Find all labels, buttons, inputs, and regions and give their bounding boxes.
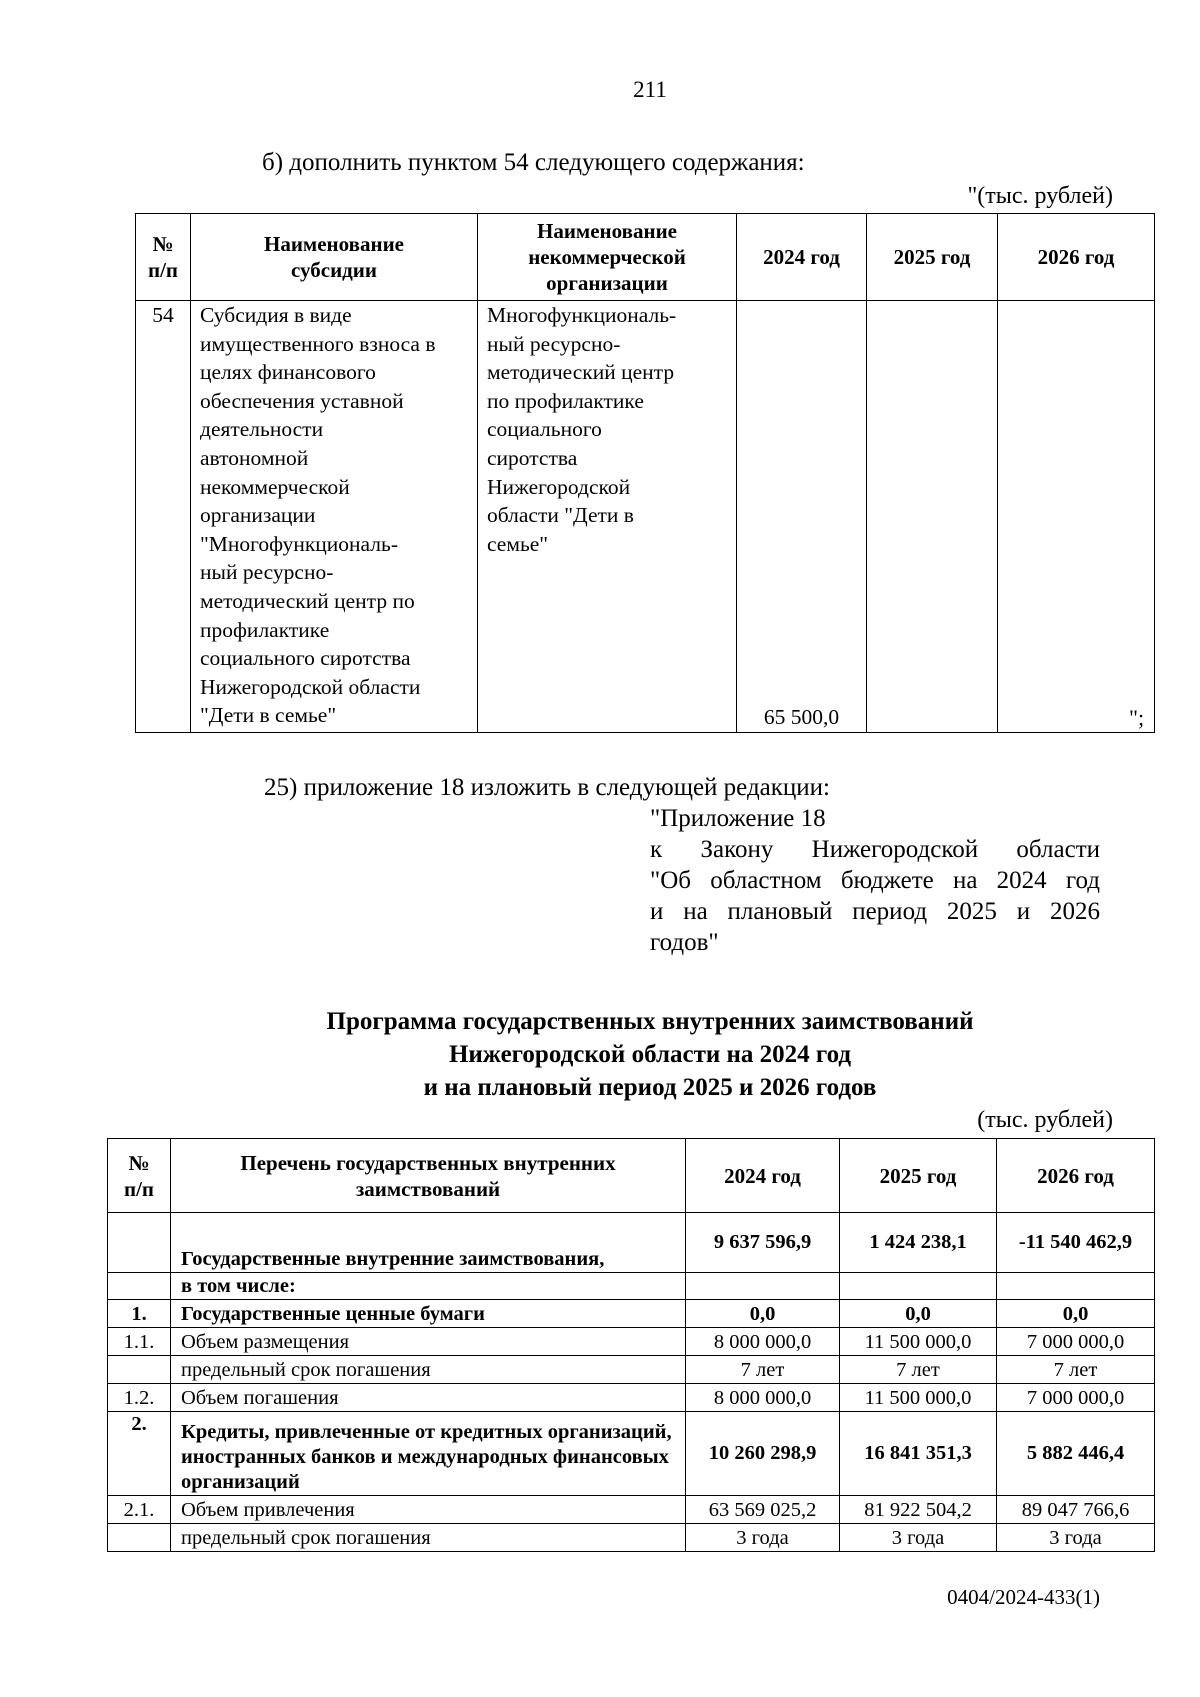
header-2024: 2024 год [686, 1139, 840, 1213]
row-name: предельный срок погашения [171, 1356, 686, 1384]
header-num-pp: п/п [123, 1176, 155, 1201]
row-no: 1. [108, 1300, 171, 1328]
subsidy-line: некоммерческой [200, 474, 350, 499]
borrowing-table-header [108, 1139, 1155, 1213]
row-2026: -11 540 462,9 [997, 1213, 1155, 1273]
header-name [171, 1139, 686, 1213]
row-2026: 5 882 446,4 [997, 1412, 1155, 1496]
section-b-units: "(тыс. рублей) [967, 183, 1113, 209]
row-2026: 89 047 766,6 [997, 1496, 1155, 1524]
program-title-line: Программа государственных внутренних заимствований [326, 1008, 974, 1035]
row-name: Объем размещения [171, 1328, 686, 1356]
row-2025: 11 500 000,0 [840, 1328, 997, 1356]
header-num [136, 214, 191, 301]
table-row [108, 1300, 1155, 1328]
row-subsidy [191, 301, 478, 733]
header-2024: 2024 год [737, 214, 867, 301]
row-2025: 81 922 504,2 [840, 1496, 997, 1524]
table-row [108, 1273, 1155, 1300]
row-no: 2.1. [108, 1496, 171, 1524]
row-no: 1.1. [108, 1328, 171, 1356]
header-num-sign: № [152, 232, 174, 256]
appendix-line: годов" [650, 929, 719, 956]
row-2025: 1 424 238,1 [840, 1213, 997, 1273]
subsidy-line: Нижегородской области [200, 674, 421, 699]
row-2025: 7 лет [840, 1356, 997, 1384]
subsidy-line: целях финансового [200, 360, 376, 385]
row-2025 [840, 1273, 997, 1300]
header-org-text: Наименование некоммерческой организации [528, 219, 686, 295]
row-org [478, 301, 737, 733]
org-line: сиротства [487, 445, 578, 470]
row-no [108, 1273, 171, 1300]
row-2025: 3 года [840, 1524, 997, 1552]
appendix-line: к Закону Нижегородской области [650, 836, 1100, 863]
subsidy-line: профилактике [200, 617, 330, 642]
row-2026: 7 000 000,0 [997, 1384, 1155, 1412]
row-2025 [867, 301, 998, 733]
subsidy-line: "Дети в семье" [200, 703, 337, 728]
row-name: предельный срок погашения [171, 1524, 686, 1552]
org-line: области "Дети в [487, 503, 634, 528]
item25-intro: 25) приложение 18 изложить в следующей редакции: [264, 774, 830, 801]
row-2026: 7 000 000,0 [997, 1328, 1155, 1356]
page-number: 211 [633, 77, 667, 102]
subsidy-line: методический центр по [200, 588, 415, 613]
row-2024: 63 569 025,2 [686, 1496, 840, 1524]
header-2026: 2026 год [998, 214, 1155, 301]
row-no [108, 1524, 171, 1552]
header-num [108, 1139, 171, 1213]
table-row [136, 301, 1155, 733]
row-2025: 0,0 [840, 1300, 997, 1328]
subsidy-line: деятельности [200, 417, 324, 442]
row-name: Кредиты, привлеченные от кредитных организаций, иностранных банков и международных финансовых организаций [171, 1412, 686, 1496]
subsidy-line: имущественного взноса в [200, 331, 436, 356]
header-num-pp: п/п [147, 258, 179, 282]
subsidy-line: автономной [200, 445, 309, 470]
table-row [108, 1356, 1155, 1384]
subsidy-table [135, 213, 1155, 733]
row-2024: 9 637 596,9 [686, 1213, 840, 1273]
org-line: семье" [487, 531, 549, 556]
org-line: ный ресурсно- [487, 331, 621, 356]
header-subsidy-text: Наименование субсидии [264, 232, 404, 282]
footer-code: 0404/2024-433(1) [947, 1585, 1100, 1609]
header-org [478, 214, 737, 301]
row-name: Объем привлечения [171, 1496, 686, 1524]
org-line: Нижегородской [487, 474, 631, 499]
row-2024 [686, 1273, 840, 1300]
appendix-heading [650, 803, 1100, 958]
subsidy-line: обеспечения уставной [200, 388, 404, 413]
row-2026: 3 года [997, 1524, 1155, 1552]
row-2024: 10 260 298,9 [686, 1412, 840, 1496]
org-line: социального [487, 417, 602, 442]
row-2026: 0,0 [997, 1300, 1155, 1328]
header-name-text: Перечень государственных внутренних заимствований [240, 1150, 616, 1201]
row-name: в том числе: [171, 1273, 686, 1300]
row-2025: 11 500 000,0 [840, 1384, 997, 1412]
appendix-line: "Об областном бюджете на 2024 год [650, 867, 1100, 894]
table-row [108, 1524, 1155, 1552]
org-line: Многофункциональ- [487, 303, 677, 327]
program-title [0, 1005, 1200, 1104]
org-line: по профилактике [487, 388, 644, 413]
header-num-sign: № [128, 1150, 150, 1175]
subsidy-line: ный ресурсно- [200, 560, 334, 585]
table-row [108, 1328, 1155, 1356]
row-2024: 0,0 [686, 1300, 840, 1328]
row-2024: 8 000 000,0 [686, 1384, 840, 1412]
row-2024: 65 500,0 [737, 301, 867, 733]
row-no: 1.2. [108, 1384, 171, 1412]
table-row [108, 1384, 1155, 1412]
header-2025: 2025 год [840, 1139, 997, 1213]
table-row [108, 1412, 1155, 1496]
header-2026: 2026 год [997, 1139, 1155, 1213]
subsidy-line: социального сиротства [200, 646, 411, 671]
row-2025: 16 841 351,3 [840, 1412, 997, 1496]
table-row [108, 1496, 1155, 1524]
appendix-line: "Приложение 18 [650, 805, 826, 832]
subsidy-line: организации [200, 503, 316, 528]
subsidy-line: Субсидия в виде [200, 303, 352, 327]
row-2026: 7 лет [997, 1356, 1155, 1384]
row-2024: 8 000 000,0 [686, 1328, 840, 1356]
subsidy-table-header [136, 214, 1155, 301]
row-no [108, 1356, 171, 1384]
appendix-line: и на плановый период 2025 и 2026 [650, 898, 1100, 925]
row-2024: 3 года [686, 1524, 840, 1552]
row-no: 2. [108, 1412, 171, 1496]
row-num: 54 [136, 301, 191, 733]
table-row [108, 1213, 1155, 1273]
row-name: Объем погашения [171, 1384, 686, 1412]
org-line: методический центр [487, 360, 675, 385]
borrowing-table [107, 1138, 1155, 1552]
header-2025: 2025 год [867, 214, 998, 301]
row-2024: 7 лет [686, 1356, 840, 1384]
program-title-line: и на плановый период 2025 и 2026 годов [423, 1074, 877, 1101]
header-subsidy [191, 214, 478, 301]
program-units: (тыс. рублей) [977, 1107, 1113, 1133]
row-2026 [997, 1273, 1155, 1300]
row-no [108, 1213, 171, 1273]
row-name: Государственные внутренние заимствования, [171, 1213, 686, 1273]
section-b-intro: б) дополнить пунктом 54 следующего содержания: [262, 149, 805, 176]
row-2026 [998, 301, 1155, 733]
subsidy-line: "Многофункциональ- [200, 531, 398, 556]
program-title-line: Нижегородской области на 2024 год [448, 1041, 852, 1068]
row-name: Государственные ценные бумаги [171, 1300, 686, 1328]
section-b-end-mark: "; [1129, 705, 1145, 730]
